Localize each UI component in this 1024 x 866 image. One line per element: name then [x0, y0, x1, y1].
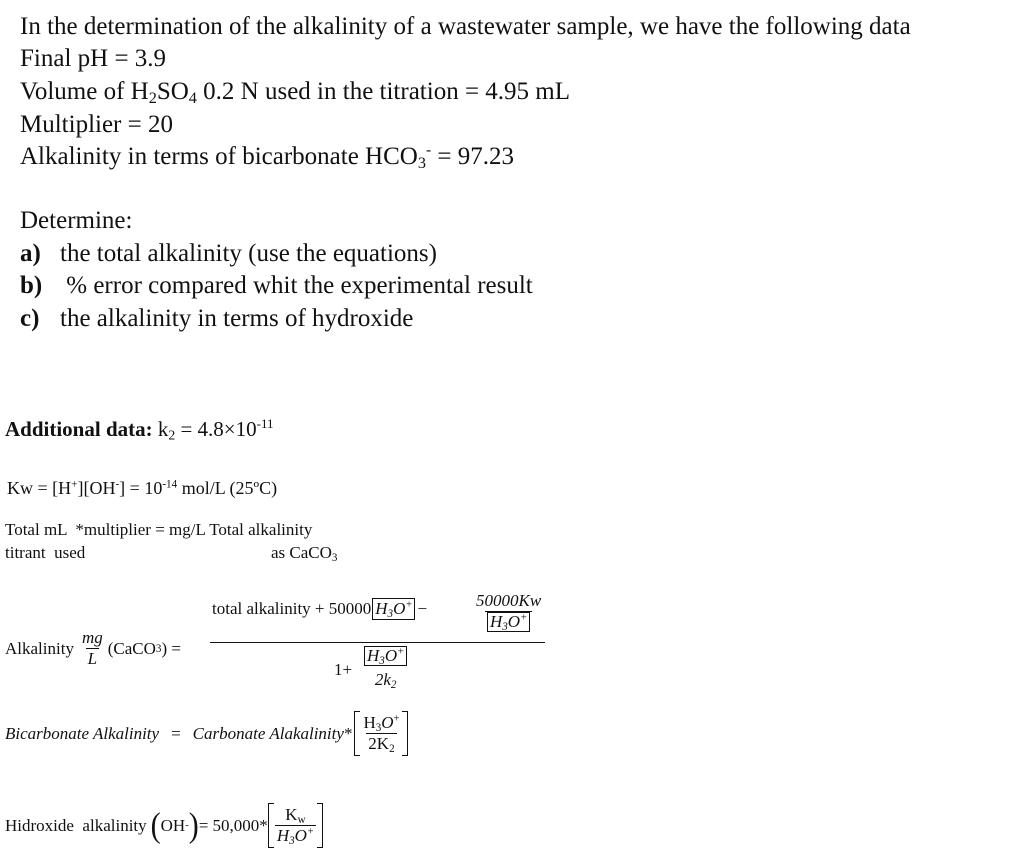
alkalinity-equation-lhs: Alkalinity $\frac{mg}{L}$ (CaCO 3 ) = [5, 628, 181, 668]
h3o-over-2k2-bracket: $\frac{H_3O^+}{2K_2}$ [354, 711, 408, 756]
kw-over-h3o-bracket: $\frac{K_w}{H_3O^+}$ [268, 803, 323, 848]
total-alkalinity-formula-unit: as CaCO$_3$ [271, 543, 338, 564]
final-ph: Final pH = 3.9 [20, 45, 167, 72]
kw-definition: $Kw = [H^+][OH^-] = 10^{-14}$ mol/L (25ºC) [7, 478, 278, 498]
alkalinity-denominator-one-plus: 1+ [334, 660, 353, 679]
mg-per-l-fraction: $\frac{mg}{L}$ [81, 628, 103, 668]
bicarbonate-alkalinity: Alkalinity in terms of bicarbonate $HCO_3^- = 97.23$ [20, 141, 514, 173]
problem-intro: In the determination of the alkalinity of a wastewater sample, we have the following data [20, 13, 911, 40]
determine-item-a: a) the total alkalinity (use the equations) [20, 240, 437, 267]
total-alkalinity-formula-line1: Total mL *multiplier = mg/L Total alkalinity [5, 520, 313, 539]
determine-item-c: c) the alkalinity in terms of hydroxide [20, 305, 414, 332]
total-alkalinity-formula-line2: titrant used [5, 543, 86, 562]
alkalinity-main-fraction-bar [210, 642, 545, 643]
bicarbonate-equation: Bicarbonate Alkalinity = Carbonate Alakalinity * $\frac{H_3O^+}{2K_2}$ [5, 711, 408, 756]
determine-heading: Determine: [20, 207, 133, 234]
additional-data-k2: Additional data: $k_2 = 4.8\times 10^{-11}$ [5, 416, 274, 443]
alkalinity-numerator: total alkalinity + 50000 $H_3O^+$ − [212, 599, 428, 620]
hydroxide-equation: Hidroxide alkalinity ( OH - ) = 50,000* $\frac{K_w}{H_3O^+}$ [5, 803, 323, 848]
titrant-volume: Volume of $H_2SO_4$ 0.2 N used in the titration = 4.95 mL [20, 78, 571, 108]
multiplier: Multiplier = 20 [20, 111, 173, 138]
kw-fraction: $\frac{50000Kw}{H_3O^+}$ [476, 591, 542, 633]
h3o-concentration: $H_3O^+$ [372, 598, 415, 620]
determine-item-b: b) % error compared whit the experimental result [20, 272, 533, 299]
h3o-over-2k2-fraction: $H_3O^+$ $2k_2$ [362, 646, 409, 690]
